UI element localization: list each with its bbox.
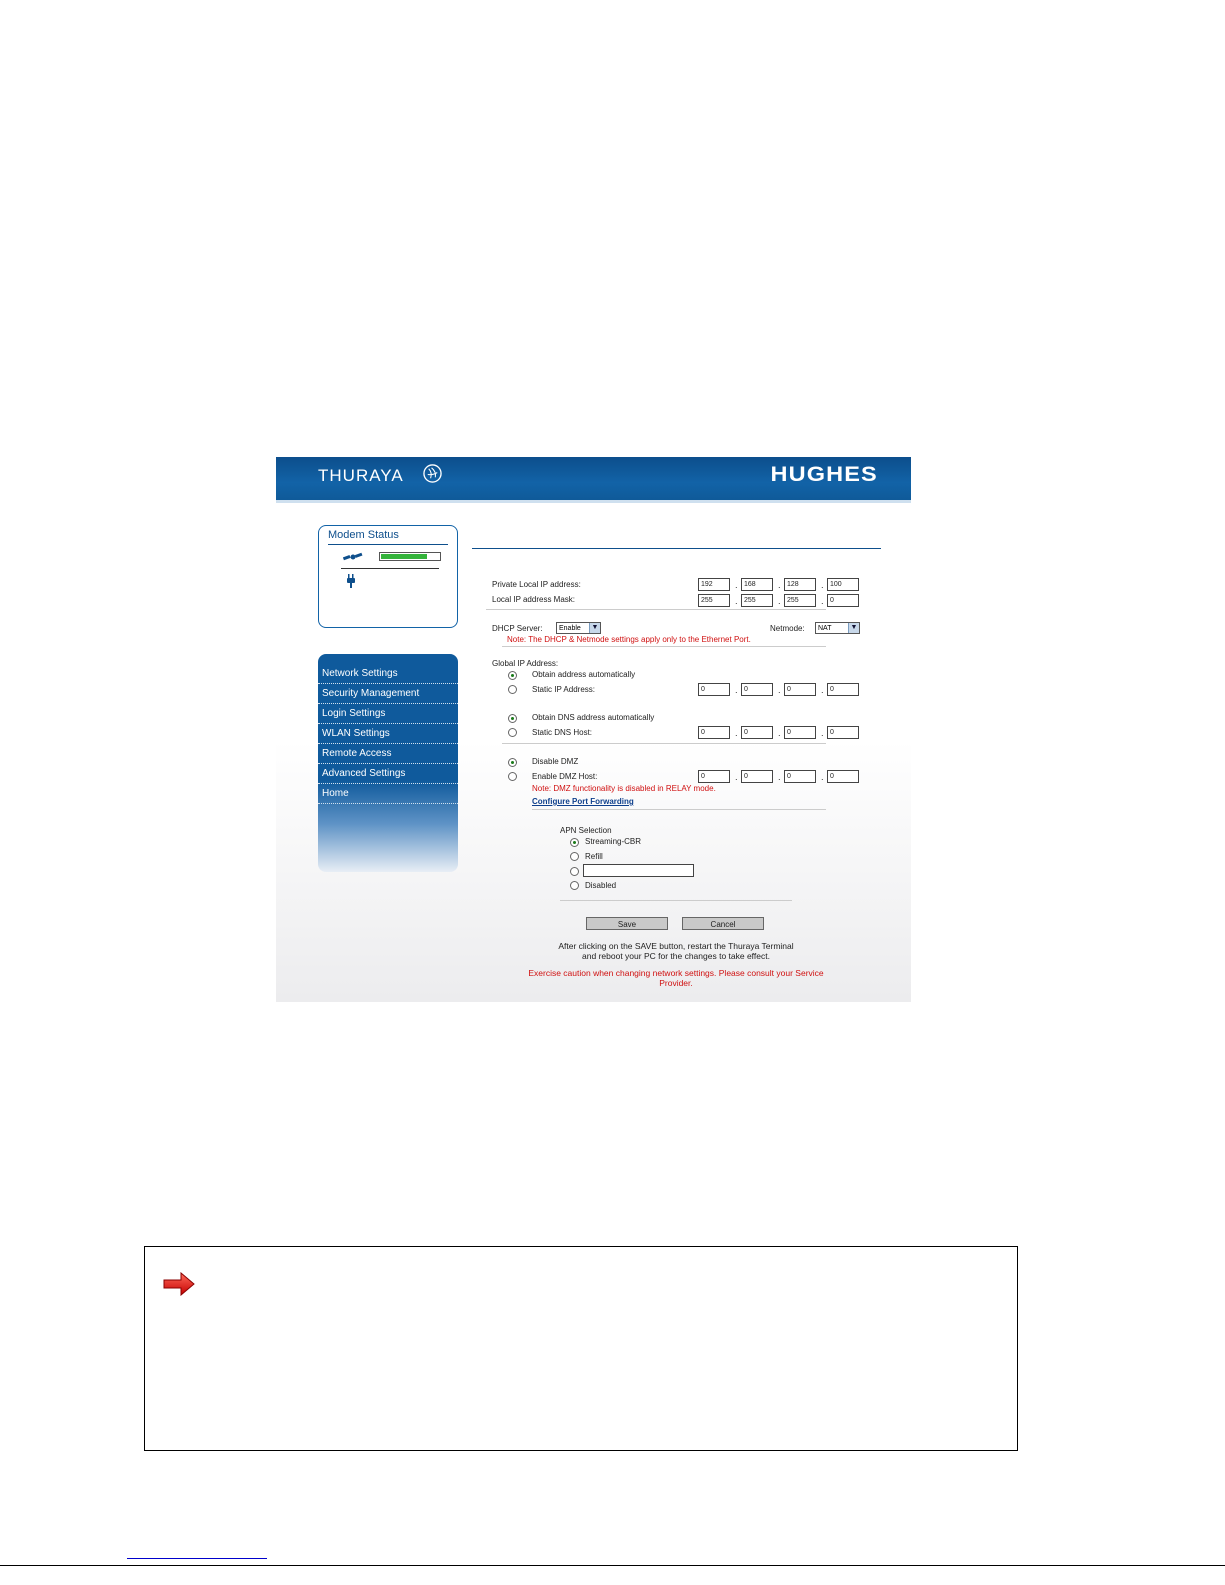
mask-label: Local IP address Mask: [492,595,576,604]
sidebar-item-security-management[interactable]: Security Management [318,684,458,704]
global-ip-label: Global IP Address: [492,659,559,668]
obtain-auto-label: Obtain address automatically [532,670,636,679]
sidebar-item-login-settings[interactable]: Login Settings [318,704,458,724]
radio-static-ip[interactable] [508,685,517,694]
signal-strength-bar [379,552,441,561]
divider [341,568,439,569]
thuraya-logo: THURAYA [318,466,404,485]
footnote-link-underline [127,1558,267,1559]
static-dns-octet-2[interactable]: 0 [741,726,773,739]
apn-title: APN Selection [560,826,612,835]
static-ip-octet-2[interactable]: 0 [741,683,773,696]
sidebar-item-network-settings[interactable]: Network Settings [318,664,458,684]
apn-custom-input[interactable] [583,864,694,877]
router-screenshot [276,457,911,1002]
apn-option-disabled: Disabled [585,881,617,890]
chevron-down-icon: ▼ [848,623,859,633]
radio-apn-refill[interactable] [570,852,579,861]
info-line-1: After clicking on the SAVE button, restart the Thuraya Terminal [558,941,794,951]
dmz-octet-3[interactable]: 0 [784,770,816,783]
sidebar-nav [318,654,458,872]
radio-apn-custom[interactable] [570,867,579,876]
header-banner [276,457,911,500]
hughes-logo: HUGHES [770,463,878,486]
apn-option-refill: Refill [585,852,603,861]
divider [502,646,826,647]
save-button[interactable]: Save [586,917,668,930]
ip-dot: . [821,773,824,782]
private-ip-octet-1[interactable]: 192 [698,578,730,591]
ip-dot: . [778,686,781,695]
ip-dot: . [735,773,738,782]
ip-dot: . [735,729,738,738]
radio-obtain-auto[interactable] [508,671,517,680]
dhcp-note: Note: The DHCP & Netmode settings apply only to the Ethernet Port. [507,635,751,644]
signal-strength-fill [381,554,427,559]
page-bottom-rule [0,1565,1225,1566]
netmode-select-value: NAT [818,625,832,632]
ip-dot: . [821,581,824,590]
radio-apn-disabled[interactable] [570,881,579,890]
divider [502,743,826,744]
dmz-octet-4[interactable]: 0 [827,770,859,783]
sidebar-item-remote-access[interactable]: Remote Access [318,744,458,764]
header-stripe [276,500,911,503]
ip-dot: . [778,597,781,606]
ip-dot: . [778,729,781,738]
note-box [144,1246,1018,1451]
warning-line-2: Provider. [659,978,693,988]
static-dns-label: Static DNS Host: [532,728,593,737]
disable-dmz-label: Disable DMZ [532,757,579,766]
red-arrow-icon [163,1272,195,1296]
static-ip-octet-3[interactable]: 0 [784,683,816,696]
mask-octet-3[interactable]: 255 [784,594,816,607]
ip-dot: . [735,686,738,695]
static-dns-octet-3[interactable]: 0 [784,726,816,739]
mask-octet-1[interactable]: 255 [698,594,730,607]
port-forwarding-link[interactable]: Configure Port Forwarding [532,797,634,806]
radio-apn-streaming[interactable] [570,838,579,847]
netmode-select[interactable] [815,622,860,634]
radio-static-dns[interactable] [508,728,517,737]
dhcp-label: DHCP Server: [492,624,543,633]
dmz-octet-1[interactable]: 0 [698,770,730,783]
ip-dot: . [778,581,781,590]
sidebar-item-home[interactable]: Home [318,784,458,804]
warning-line-1: Exercise caution when changing network settings. Please consult your Service [528,968,824,978]
modem-status-panel [318,525,458,628]
divider [532,809,826,810]
static-ip-octet-4[interactable]: 0 [827,683,859,696]
dhcp-select[interactable] [556,622,601,634]
private-ip-label: Private Local IP address: [492,580,581,589]
modem-status-title: Modem Status [328,529,399,541]
static-ip-label: Static IP Address: [532,685,595,694]
private-ip-octet-2[interactable]: 168 [741,578,773,591]
radio-disable-dmz[interactable] [508,758,517,767]
sidebar-item-advanced-settings[interactable]: Advanced Settings [318,764,458,784]
private-ip-octet-4[interactable]: 100 [827,578,859,591]
section-title-rule [472,548,881,549]
static-ip-octet-1[interactable]: 0 [698,683,730,696]
mask-octet-4[interactable]: 0 [827,594,859,607]
sidebar-item-wlan-settings[interactable]: WLAN Settings [318,724,458,744]
static-dns-octet-4[interactable]: 0 [827,726,859,739]
ip-dot: . [778,773,781,782]
ip-dot: . [821,729,824,738]
power-plug-icon [347,574,355,588]
radio-enable-dmz[interactable] [508,772,517,781]
dmz-octet-2[interactable]: 0 [741,770,773,783]
obtain-dns-label: Obtain DNS address automatically [532,713,655,722]
ip-dot: . [735,597,738,606]
apn-option-streaming: Streaming-CBR [585,837,642,846]
ip-dot: . [821,597,824,606]
enable-dmz-label: Enable DMZ Host: [532,772,598,781]
satellite-icon [343,551,363,563]
globe-icon [423,464,442,483]
private-ip-octet-3[interactable]: 128 [784,578,816,591]
ip-dot: . [821,686,824,695]
info-line-2: and reboot your PC for the changes to take effect. [582,951,770,961]
divider [486,609,826,610]
radio-obtain-dns[interactable] [508,714,517,723]
cancel-button[interactable]: Cancel [682,917,764,930]
chevron-down-icon: ▼ [589,623,600,633]
mask-octet-2[interactable]: 255 [741,594,773,607]
static-dns-octet-1[interactable]: 0 [698,726,730,739]
dhcp-select-value: Enable [559,625,581,632]
dmz-note: Note: DMZ functionality is disabled in RELAY mode. [532,784,716,793]
netmode-label: Netmode: [770,624,805,633]
ip-dot: . [735,581,738,590]
divider [328,544,448,545]
divider [560,900,792,901]
